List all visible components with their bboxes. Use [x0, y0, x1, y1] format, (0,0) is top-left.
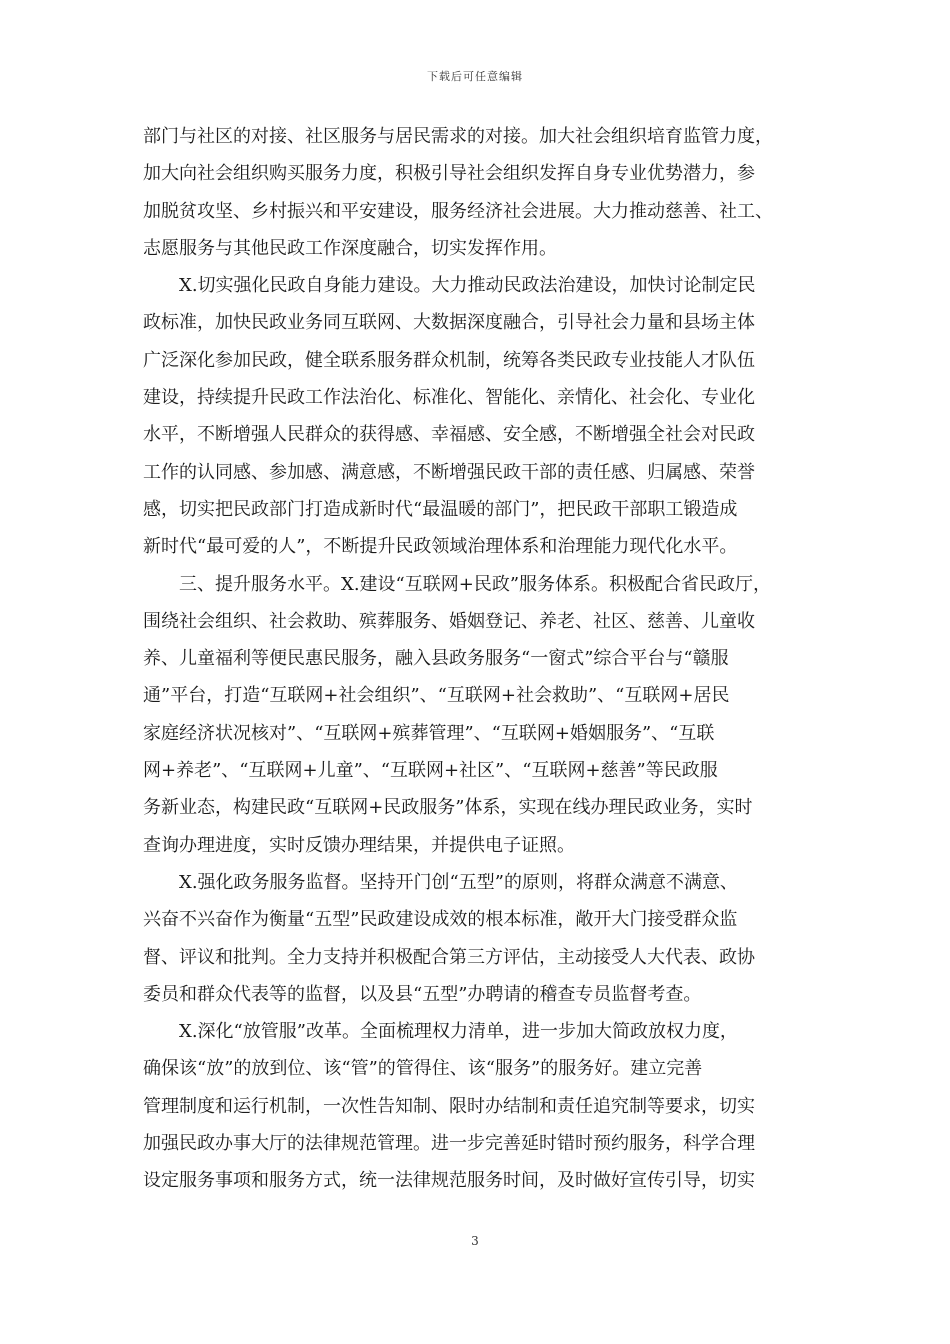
text-line: 围绕社会组织、社会救助、殡葬服务、婚姻登记、养老、社区、慈善、儿童收 [143, 610, 755, 632]
page-header: 下载后可任意编辑 [427, 70, 523, 83]
text-line: 广泛深化参加民政，健全联系服务群众机制，统筹各类民政专业技能人才队伍 [143, 349, 755, 371]
text-line: 管理制度和运行机制，一次性告知制、限时办结制和责任追究制等要求，切实 [143, 1095, 755, 1117]
text-line: 加强民政办事大厅的法律规范管理。进一步完善延时错时预约服务，科学合理 [143, 1133, 755, 1155]
text-line: 确保该“放”的放到位、该“管”的管得住、该“服务”的服务好。建立完善 [143, 1058, 703, 1080]
text-line: X.切实强化民政自身能力建设。大力推动民政法治建设，加快讨论制定民 [179, 275, 756, 297]
text-line: 兴奋不兴奋作为衡量“五型”民政建设成效的根本标准，敞开大门接受群众监 [143, 909, 738, 931]
page-number: 3 [471, 1234, 479, 1248]
text-line: 建设，持续提升民政工作法治化、标准化、智能化、亲情化、社会化、专业化 [143, 387, 755, 409]
text-line: 部门与社区的对接、社区服务与居民需求的对接。加大社会组织培育监管力度， [143, 126, 773, 147]
text-line: 志愿服务与其他民政工作深度融合，切实发挥作用。 [143, 237, 557, 259]
text-line: 查询办理进度，实时反馈办理结果，并提供电子证照。 [143, 834, 575, 856]
text-line: 工作的认同感、参加感、满意感，不断增强民政干部的责任感、归属感、荣誉 [143, 461, 755, 483]
text-line: 新时代“最可爱的人”，不断提升民政领域治理体系和治理能力现代化水平。 [143, 536, 738, 558]
text-line: X.深化“放管服”改革。全面梳理权力清单，进一步加大简政放权力度， [179, 1021, 738, 1043]
text-line: 家庭经济状况核对”、“互联网+殡葬管理”、“互联网+婚姻服务”、“互联 [143, 722, 715, 744]
text-line: 委员和群众代表等的监督，以及县“五型”办聘请的稽查专员监督考查。 [143, 983, 702, 1005]
text-line: 通”平台，打造“互联网+社会组织”、“互联网+社会救助”、“互联网+居民 [143, 685, 730, 707]
text-line: 水平，不断增强人民群众的获得感、幸福感、安全感，不断增强全社会对民政 [143, 424, 755, 446]
text-line: 加大向社会组织购买服务力度，积极引导社会组织发挥自身专业优势潜力，参 [143, 163, 755, 185]
text-line: X.强化政务服务监督。坚持开门创“五型”的原则，将群众满意不满意、 [179, 871, 738, 893]
text-line: 设定服务事项和服务方式，统一法律规范服务时间，及时做好宣传引导，切实 [143, 1170, 755, 1192]
text-line: 养、儿童福利等便民惠民服务，融入县政务服务“一窗式”综合平台与“赣服 [143, 648, 729, 670]
text-line: 督、评议和批判。全力支持并积极配合第三方评估，主动接受人大代表、政协 [143, 946, 755, 968]
text-line: 务新业态，构建民政“互联网+民政服务”体系，实现在线办理民政业务，实时 [143, 797, 753, 819]
document-body [143, 118, 808, 1200]
text-line: 感，切实把民政部门打造成新时代“最温暖的部门”，把民政干部职工锻造成 [143, 498, 738, 520]
text-line: 政标准，加快民政业务同互联网、大数据深度融合，引导社会力量和县场主体 [143, 312, 755, 334]
text-line: 三、提升服务水平。X.建设“互联网+民政”服务体系。积极配合省民政厅， [179, 573, 772, 595]
text-line: 加脱贫攻坚、乡村振兴和平安建设，服务经济社会进展。大力推动慈善、社工、 [143, 200, 773, 222]
text-line: 网+养老”、“互联网+儿童”、“互联网+社区”、“互联网+慈善”等民政服 [143, 760, 718, 782]
